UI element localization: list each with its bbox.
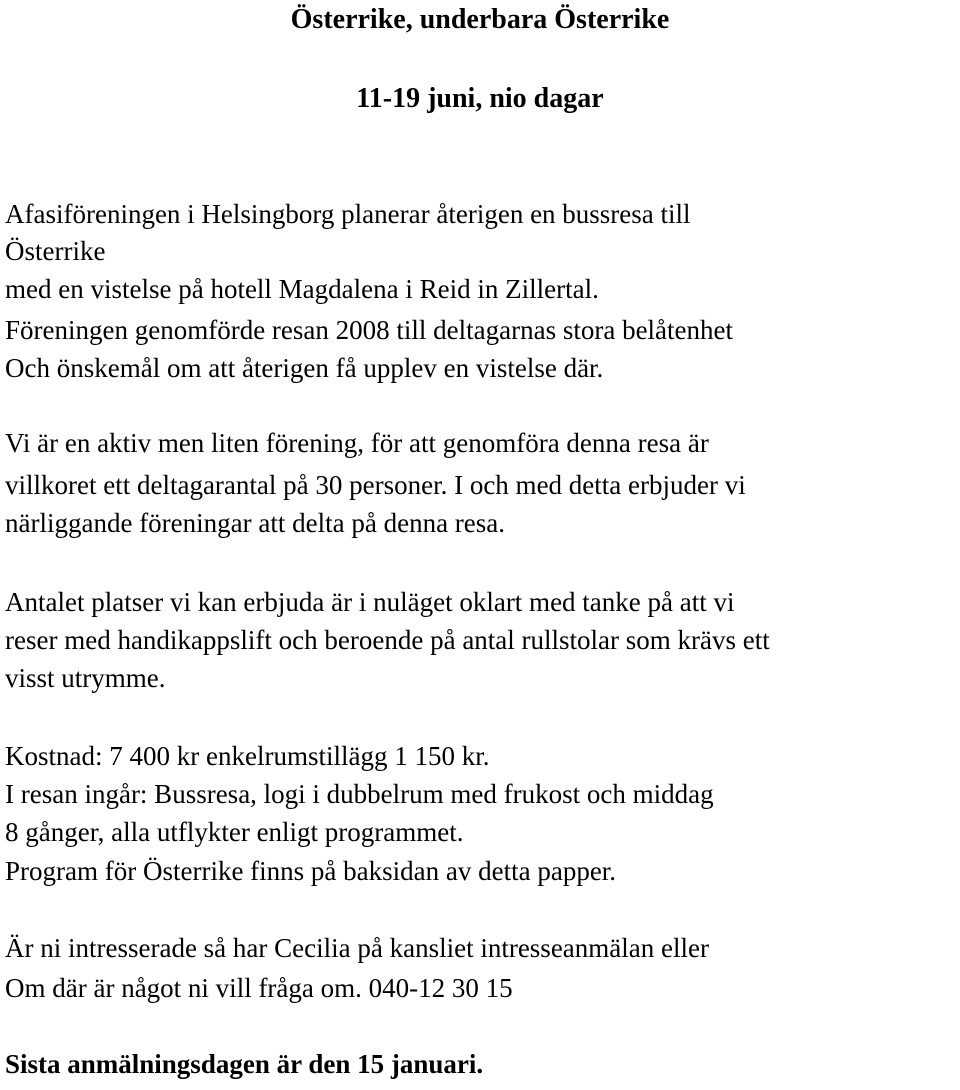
- program-line: Program för Österrike finns på baksidan av detta papper.: [5, 856, 617, 886]
- paragraph-1-line-4: Föreningen genomförde resan 2008 till deltagarnas stora belåtenhet: [5, 315, 734, 345]
- paragraph-1-line-5: Och önskemål om att återigen få upplev en vistelse där.: [5, 353, 604, 383]
- page-title: Österrike, underbara Österrike: [290, 4, 670, 35]
- included-line-1: I resan ingår: Bussresa, logi i dubbelrum med frukost och middag: [5, 779, 714, 809]
- paragraph-2-line-2: villkoret ett deltagarantal på 30 personer. I och med detta erbjuder vi: [5, 470, 746, 500]
- paragraph-1-line-3: med en vistelse på hotell Magdalena i Reid in Zillertal.: [5, 274, 599, 304]
- contact-line-2: Om där är något ni vill fråga om. 040-12 30 15: [5, 973, 513, 1003]
- trip-dates: 11-19 juni, nio dagar: [356, 83, 604, 114]
- paragraph-3-line-3: visst utrymme.: [5, 663, 166, 693]
- cost-line: Kostnad: 7 400 kr enkelrumstillägg 1 150 kr.: [5, 741, 490, 771]
- paragraph-2-line-3: närliggande föreningar att delta på denna resa.: [5, 508, 506, 538]
- paragraph-3-line-2: reser med handikappslift och beroende på antal rullstolar som krävs ett: [5, 625, 770, 655]
- paragraph-2-line-1: Vi är en aktiv men liten förening, för att genomföra denna resa är: [5, 428, 709, 458]
- paragraph-1-line-1: Afasiföreningen i Helsingborg planerar återigen en bussresa till: [5, 199, 691, 229]
- included-line-2: 8 gånger, alla utflykter enligt programmet.: [5, 817, 464, 847]
- paragraph-1-line-2: Österrike: [5, 236, 106, 266]
- contact-line-1: Är ni intresserade så har Cecilia på kansliet intresseanmälan eller: [5, 933, 709, 963]
- paragraph-3-line-1: Antalet platser vi kan erbjuda är i nuläget oklart med tanke på att vi: [5, 587, 735, 617]
- deadline-notice: Sista anmälningsdagen är den 15 januari.: [5, 1049, 484, 1079]
